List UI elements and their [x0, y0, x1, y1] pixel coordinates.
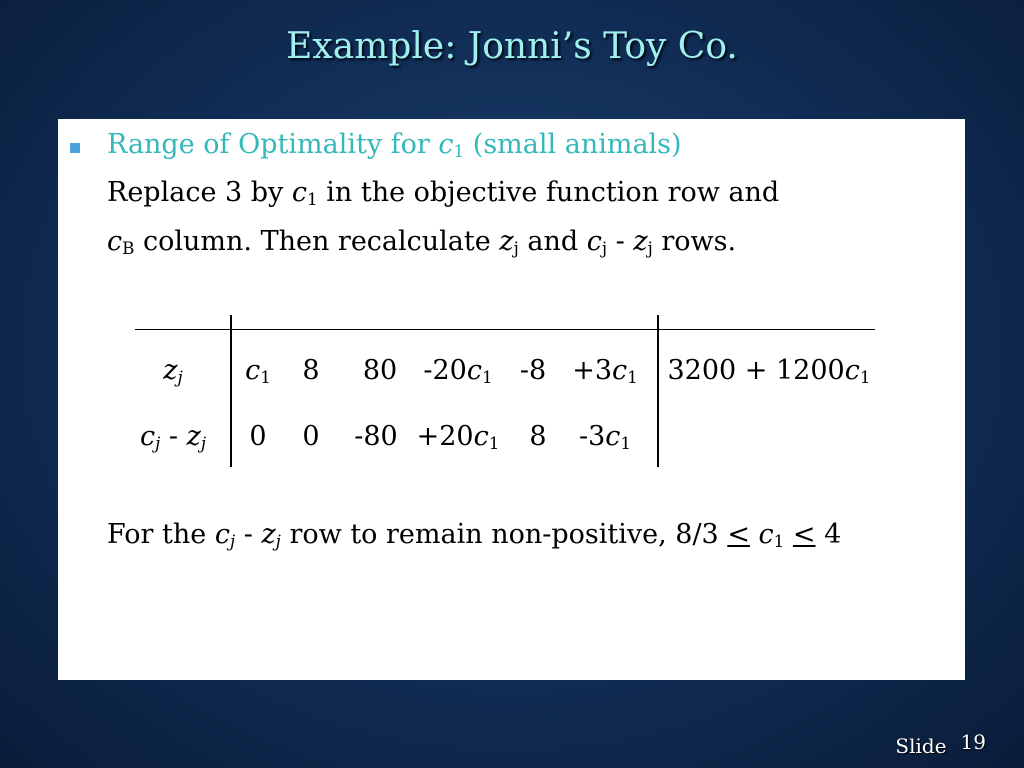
zj-row-label: $z_j$: [163, 355, 183, 388]
line3-sub4: j: [647, 238, 653, 259]
line3-var4: z: [633, 226, 648, 257]
zj-cell-x2: 8: [302, 355, 320, 386]
content-panel: [58, 119, 965, 680]
cj-zj-cell-x2: 0: [302, 421, 320, 452]
heading-text-pre: Range of Optimality for: [107, 129, 439, 160]
cj-zj-cell-s2: $+20c_1$: [416, 421, 500, 454]
zj-cell-s1: 80: [362, 355, 398, 386]
zj-cell-x1: $c_1$: [245, 355, 271, 388]
cj-zj-row-label: $c_j - z_j$: [139, 421, 207, 454]
tableau-right-divider: [657, 315, 659, 467]
line2-pre: Replace 3 by: [107, 177, 292, 208]
body-line-recalculate: [107, 226, 736, 257]
slide-label: Slide: [895, 734, 947, 758]
bullet-heading: [107, 129, 682, 160]
heading-text-post: (small animals): [464, 129, 682, 160]
line2-var: c: [291, 177, 308, 208]
line3-sub1: B: [122, 238, 135, 259]
line3-mid1: column. Then recalculate: [134, 226, 500, 257]
slide-footer: [895, 730, 986, 758]
tableau-left-divider: [230, 315, 232, 467]
cj-zj-cell-a: $-3c_1$: [578, 421, 632, 454]
line2-post: in the objective function row and: [317, 177, 780, 208]
heading-var: c: [438, 129, 454, 160]
bullet-square-icon: [70, 143, 80, 153]
cj-zj-cell-s3: 8: [529, 421, 547, 452]
body-line-replace: [107, 177, 779, 208]
heading-sub: 1: [453, 141, 465, 162]
cj-zj-cell-x1: 0: [249, 421, 267, 452]
line3-post: rows.: [652, 226, 737, 257]
line3-mid3: -: [607, 226, 634, 257]
zj-cell-s3: -8: [519, 355, 547, 386]
slide-title: Example: Jonni’s Toy Co.: [286, 26, 738, 67]
zj-cell-s2: $-20c_1$: [423, 355, 493, 388]
line3-var2: z: [499, 226, 514, 257]
zj-cell-a: $+3c_1$: [572, 355, 638, 388]
cj-zj-cell-s1: -80: [354, 421, 398, 452]
tableau-top-rule: [135, 329, 875, 330]
line3-var3: c: [586, 226, 602, 257]
zj-cell-rhs: $3200 + 1200c_1$: [667, 355, 871, 388]
line3-sub2: j: [513, 238, 519, 259]
line3-mid2: and: [518, 226, 587, 257]
slide-number: 19: [960, 730, 986, 754]
line3-sub3: j: [601, 238, 608, 259]
conclusion-line: For the $c_j - z_j$ row to remain non-positive, $8/3 < c_1 < 4$: [107, 519, 842, 552]
line2-sub: 1: [307, 189, 318, 210]
line3-var1: c: [107, 226, 123, 257]
